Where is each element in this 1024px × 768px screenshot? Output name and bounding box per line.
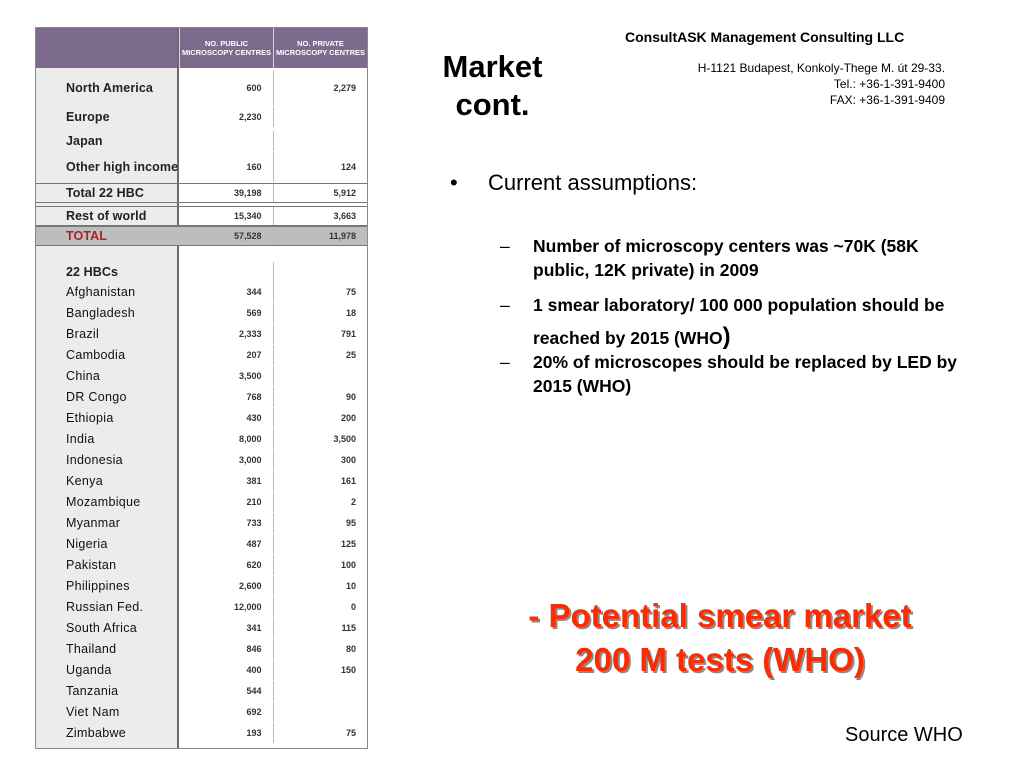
title-line-2: cont. [455, 87, 530, 122]
public-centres-value: 846 [179, 639, 274, 659]
private-centres-value: 90 [345, 392, 356, 402]
row-name: Pakistan [66, 558, 117, 572]
row-name: Brazil [66, 327, 100, 341]
row-name: China [66, 369, 101, 383]
row-name: Rest of world [66, 209, 147, 223]
public-centres-value: 768 [179, 387, 274, 407]
address-line: H-1121 Budapest, Konkoly-Thege M. út 29-33. [697, 61, 945, 75]
private-centres-value: 2 [350, 497, 356, 507]
row-name: Nigeria [66, 537, 108, 551]
table-row [36, 660, 367, 680]
table-row [36, 492, 367, 512]
public-centres-value: 600 [179, 70, 274, 106]
public-centres-value: 57,528 [179, 227, 274, 245]
table-row [36, 152, 367, 182]
table-row [36, 107, 367, 127]
private-centres-value: 5,912 [333, 188, 356, 198]
private-centres-value [274, 366, 368, 386]
sub-bullet-text: 20% of microscopes should be replaced by LED by 2015 (WHO) [533, 352, 958, 396]
table-row [36, 183, 367, 203]
row-name: Kenya [66, 474, 103, 488]
public-centres-value: 620 [179, 555, 274, 575]
public-centres-value: 733 [179, 513, 274, 533]
table-row [36, 597, 367, 617]
row-name: Afghanistan [66, 285, 136, 299]
row-name: India [66, 432, 95, 446]
private-centres-value: 0 [350, 602, 356, 612]
row-name: North America [66, 81, 153, 95]
company-address [650, 60, 945, 108]
private-centres-value [274, 681, 368, 701]
public-centres-value: 12,000 [179, 597, 274, 617]
private-centres-value [274, 107, 368, 127]
table-row [36, 450, 367, 470]
table-header [179, 28, 367, 68]
row-name: Mozambique [66, 495, 141, 509]
row-name: DR Congo [66, 390, 127, 404]
private-centres-value: 25 [345, 350, 356, 360]
table-row [36, 702, 367, 722]
market-line-1: - Potential smear market [528, 597, 912, 634]
private-centres-value: 161 [340, 476, 356, 486]
row-name: TOTAL [66, 229, 108, 243]
public-centres-value: 344 [179, 282, 274, 302]
table-row [36, 576, 367, 596]
private-centres-value: 95 [345, 518, 356, 528]
public-centres-value: 210 [179, 492, 274, 512]
table-row [36, 618, 367, 638]
row-name: Russian Fed. [66, 600, 144, 614]
company-name: ConsultASK Management Consulting LLC [625, 29, 905, 45]
table-row [36, 226, 367, 246]
title-line-1: Market [442, 49, 543, 84]
table-row [36, 408, 367, 428]
table-row [36, 429, 367, 449]
row-name: Thailand [66, 642, 117, 656]
public-centres-value: 544 [179, 681, 274, 701]
row-name: Zimbabwe [66, 726, 127, 740]
table-row [36, 366, 367, 386]
table-row [36, 723, 367, 743]
private-centres-value: 150 [340, 665, 356, 675]
row-name: Europe [66, 110, 110, 124]
row-name: Total 22 HBC [66, 186, 145, 200]
row-name: Bangladesh [66, 306, 136, 320]
sub-bullet-text [533, 290, 973, 354]
private-centres-value: 300 [340, 455, 356, 465]
row-name: Uganda [66, 663, 112, 677]
row-name: Tanzania [66, 684, 119, 698]
public-centres-value: 193 [179, 723, 274, 743]
slide-title [425, 48, 560, 124]
private-centres-value: 115 [341, 623, 356, 633]
private-centres-value: 10 [345, 581, 356, 591]
public-centres-value: 381 [179, 471, 274, 491]
public-centres-value: 430 [179, 408, 274, 428]
bullet-dot: • [450, 170, 458, 195]
bullet-text: Current assumptions: [488, 170, 698, 195]
private-centres-value: 80 [345, 644, 356, 654]
private-centres-value: 791 [340, 329, 356, 339]
private-centres-value: 11,978 [328, 231, 356, 241]
row-name: Myanmar [66, 516, 121, 530]
closing-paren: ) [722, 323, 731, 350]
table-row [36, 282, 367, 302]
public-centres-value: 400 [179, 660, 274, 680]
table-row [36, 70, 367, 106]
table-row [36, 345, 367, 365]
phone-line: Tel.: +36-1-391-9400 [833, 77, 945, 91]
dash: – [500, 295, 510, 315]
public-centres-value: 160 [179, 152, 274, 182]
sub-bullet-text: Number of microscopy centers was ~70K (58K public, 12K private) in 2009 [533, 236, 919, 280]
fax-line: FAX: +36-1-391-9409 [829, 93, 945, 107]
private-centres-value: 124 [340, 162, 356, 172]
private-centres-value: 75 [345, 287, 356, 297]
table-row [36, 262, 367, 282]
table-row [36, 534, 367, 554]
dash: – [500, 352, 510, 372]
private-centres-value [274, 262, 368, 282]
table-row [36, 206, 367, 226]
public-centres-value: 2,333 [179, 324, 274, 344]
row-name: 22 HBCs [66, 265, 119, 279]
header-public: NO. PUBLIC MICROSCOPY CENTRES [179, 28, 273, 68]
row-name: Ethiopia [66, 411, 114, 425]
public-centres-value: 39,198 [179, 184, 274, 202]
table-row [36, 639, 367, 659]
row-name: South Africa [66, 621, 138, 635]
header-private: NO. PRIVATE MICROSCOPY CENTRES [273, 28, 367, 68]
public-centres-value: 207 [179, 345, 274, 365]
source-note: Source WHO [845, 724, 963, 746]
row-name: Philippines [66, 579, 130, 593]
public-centres-value: 3,000 [179, 450, 274, 470]
public-centres-value: 487 [179, 534, 274, 554]
private-centres-value [274, 702, 368, 722]
private-centres-value [274, 131, 368, 151]
public-centres-value: 8,000 [179, 429, 274, 449]
sub-bullet-text-main: 1 smear laboratory/ 100 000 population should be reached by 2015 (WHO [533, 295, 945, 348]
public-centres-value [179, 131, 274, 151]
public-centres-value [179, 262, 274, 282]
private-centres-value: 125 [340, 539, 356, 549]
private-centres-value: 75 [345, 728, 356, 738]
private-centres-value: 3,500 [333, 434, 356, 444]
row-name: Viet Nam [66, 705, 120, 719]
public-centres-value: 15,340 [179, 207, 274, 225]
potential-market-callout [470, 594, 970, 682]
private-centres-value: 100 [340, 560, 356, 570]
row-name: Japan [66, 134, 103, 148]
dash: – [500, 236, 510, 256]
table-row [36, 131, 367, 151]
table-row [36, 471, 367, 491]
microscopy-centres-table [35, 27, 368, 749]
private-centres-value: 2,279 [333, 83, 356, 93]
table-row [36, 513, 367, 533]
row-name: Other high income [66, 160, 179, 174]
public-centres-value: 2,600 [179, 576, 274, 596]
table-row [36, 324, 367, 344]
public-centres-value: 692 [179, 702, 274, 722]
table-row [36, 555, 367, 575]
public-centres-value: 569 [179, 303, 274, 323]
row-name: Indonesia [66, 453, 123, 467]
private-centres-value: 3,663 [333, 211, 356, 221]
table-row [36, 387, 367, 407]
market-line-2: 200 M tests (WHO) [575, 641, 865, 678]
public-centres-value: 341 [179, 618, 274, 638]
public-centres-value: 3,500 [179, 366, 274, 386]
table-row [36, 303, 367, 323]
row-name: Cambodia [66, 348, 126, 362]
private-centres-value: 18 [345, 308, 356, 318]
table-row [36, 681, 367, 701]
public-centres-value: 2,230 [179, 107, 274, 127]
private-centres-value: 200 [340, 413, 356, 423]
